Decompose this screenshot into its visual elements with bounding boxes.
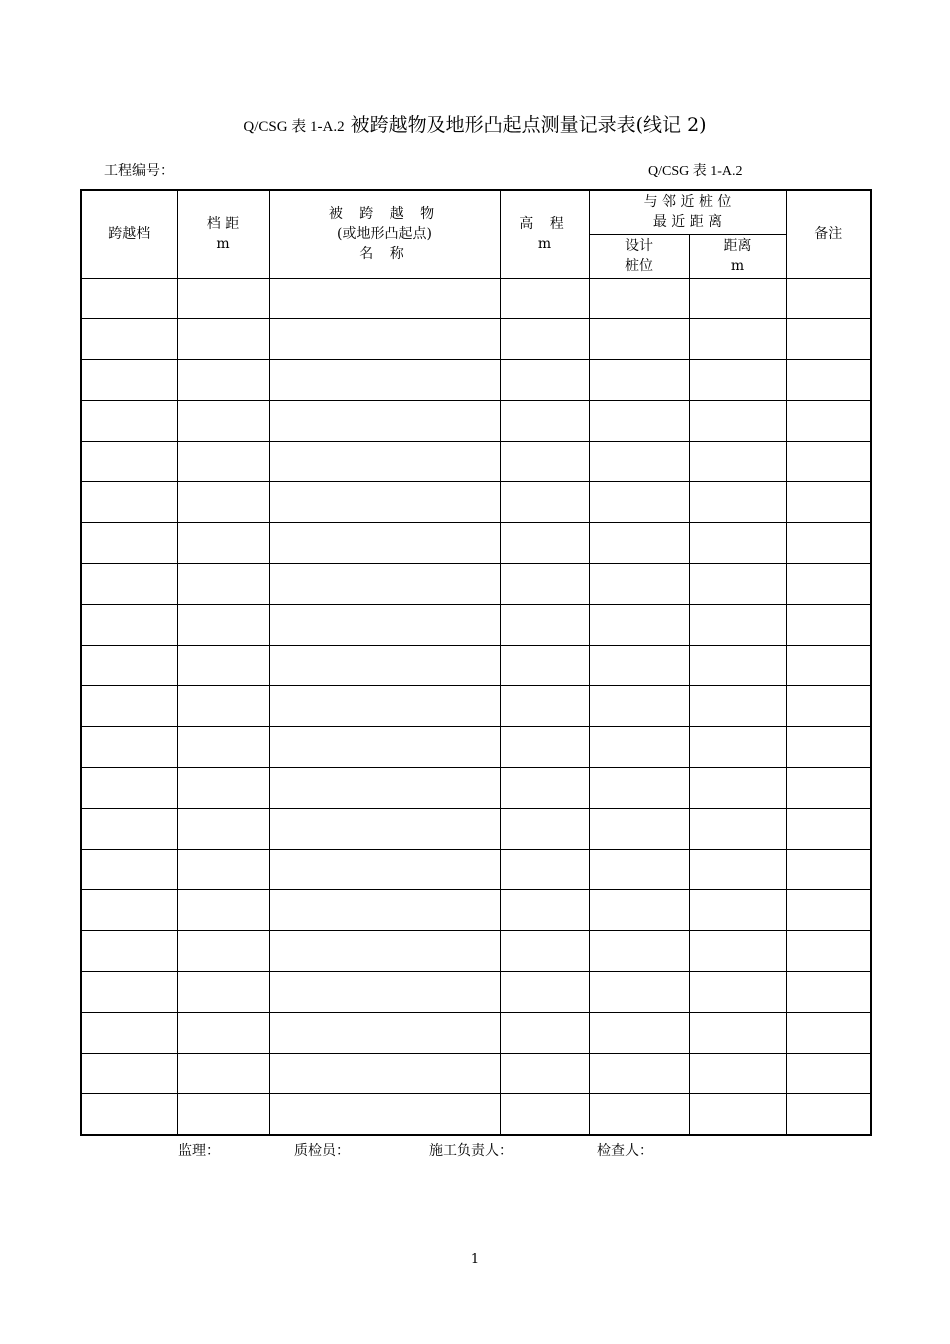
table-row: [81, 482, 871, 523]
table-cell[interactable]: [177, 278, 269, 319]
table-cell[interactable]: [689, 890, 786, 931]
table-row: [81, 319, 871, 360]
table-cell[interactable]: [589, 645, 689, 686]
table-cell[interactable]: [177, 727, 269, 768]
table-row: [81, 686, 871, 727]
table-cell[interactable]: [177, 890, 269, 931]
record-table: [80, 189, 872, 1136]
table-cell[interactable]: [500, 727, 589, 768]
table-row: [81, 931, 871, 972]
table-cell[interactable]: [500, 604, 589, 645]
table-cell[interactable]: [81, 523, 177, 564]
table-cell[interactable]: [269, 931, 500, 972]
table-cell[interactable]: [786, 931, 871, 972]
table-cell[interactable]: [177, 441, 269, 482]
table-cell[interactable]: [589, 400, 689, 441]
table-cell[interactable]: [689, 523, 786, 564]
table-cell[interactable]: [689, 727, 786, 768]
title-name: 被跨越物及地形凸起点测量记录表(线记 2): [350, 114, 707, 136]
table-cell[interactable]: [589, 890, 689, 931]
table-row: [81, 645, 871, 686]
table-row: [81, 360, 871, 401]
table-row: [81, 849, 871, 890]
table-cell[interactable]: [786, 972, 871, 1013]
table-cell[interactable]: [589, 1053, 689, 1094]
table-cell[interactable]: [689, 1012, 786, 1053]
table-cell[interactable]: [177, 564, 269, 605]
table-cell[interactable]: [81, 278, 177, 319]
table-cell[interactable]: [689, 1094, 786, 1135]
table-row: [81, 808, 871, 849]
table-cell[interactable]: [589, 686, 689, 727]
table-cell[interactable]: [786, 360, 871, 401]
table-cell[interactable]: [269, 604, 500, 645]
table-cell[interactable]: [786, 1094, 871, 1135]
table-cell[interactable]: [689, 849, 786, 890]
table-cell[interactable]: [177, 1053, 269, 1094]
table-row: [81, 400, 871, 441]
table-cell[interactable]: [589, 727, 689, 768]
table-row: [81, 727, 871, 768]
table-cell[interactable]: [500, 400, 589, 441]
table-cell[interactable]: [269, 1012, 500, 1053]
table-row: [81, 1053, 871, 1094]
table-cell[interactable]: [269, 727, 500, 768]
table-cell[interactable]: [589, 441, 689, 482]
checker-label: 检查人：: [597, 1143, 653, 1159]
table-cell[interactable]: [786, 278, 871, 319]
document-title: [0, 110, 950, 137]
table-cell[interactable]: [500, 972, 589, 1013]
table-cell[interactable]: [81, 890, 177, 931]
table-cell[interactable]: [177, 1094, 269, 1135]
table-cell[interactable]: [269, 482, 500, 523]
table-cell[interactable]: [177, 931, 269, 972]
table-cell[interactable]: [589, 523, 689, 564]
table-cell[interactable]: [177, 849, 269, 890]
form-code: Q/CSG 表 1-A.2: [648, 164, 743, 179]
table-cell[interactable]: [269, 972, 500, 1013]
table-cell[interactable]: [81, 1012, 177, 1053]
table-cell[interactable]: [589, 319, 689, 360]
table-cell[interactable]: [269, 1053, 500, 1094]
table-cell[interactable]: [177, 808, 269, 849]
table-cell[interactable]: [177, 768, 269, 809]
header-nearest-distance: 与 邻 近 桩 位 最 近 距 离: [589, 190, 786, 234]
table-row: [81, 890, 871, 931]
supervisor-label: 监理：: [178, 1143, 220, 1159]
table-cell[interactable]: [177, 523, 269, 564]
table-cell[interactable]: [500, 360, 589, 401]
construction-lead-label: 施工负责人：: [429, 1143, 513, 1159]
table-cell[interactable]: [81, 768, 177, 809]
table-body: [81, 278, 871, 1135]
table-cell[interactable]: [689, 768, 786, 809]
table-row: [81, 441, 871, 482]
inspector-label: 质检员：: [294, 1143, 350, 1159]
table-cell[interactable]: [81, 564, 177, 605]
table-cell[interactable]: [589, 972, 689, 1013]
header-distance: 档 距 m: [177, 190, 269, 278]
table-cell[interactable]: [177, 482, 269, 523]
table-cell[interactable]: [786, 1053, 871, 1094]
table-cell[interactable]: [786, 482, 871, 523]
table-cell[interactable]: [589, 360, 689, 401]
table-cell[interactable]: [589, 849, 689, 890]
table-cell[interactable]: [269, 1094, 500, 1135]
table-cell[interactable]: [177, 972, 269, 1013]
table-cell[interactable]: [177, 645, 269, 686]
table-cell[interactable]: [589, 604, 689, 645]
table-cell[interactable]: [269, 523, 500, 564]
table-cell[interactable]: [689, 1053, 786, 1094]
table-cell[interactable]: [269, 890, 500, 931]
table-cell[interactable]: [269, 645, 500, 686]
table-cell[interactable]: [269, 849, 500, 890]
table-cell[interactable]: [689, 482, 786, 523]
header-nearest-meters: 距离 m: [689, 234, 786, 278]
table-cell[interactable]: [81, 482, 177, 523]
table-cell[interactable]: [81, 360, 177, 401]
table-cell[interactable]: [589, 931, 689, 972]
table-cell[interactable]: [81, 319, 177, 360]
table-cell[interactable]: [269, 319, 500, 360]
table-cell[interactable]: [500, 768, 589, 809]
table-cell[interactable]: [500, 482, 589, 523]
table-cell[interactable]: [269, 360, 500, 401]
table-cell[interactable]: [177, 686, 269, 727]
table-cell[interactable]: [689, 441, 786, 482]
table-cell[interactable]: [786, 686, 871, 727]
table-cell[interactable]: [177, 319, 269, 360]
table-row: [81, 768, 871, 809]
table-cell[interactable]: [177, 360, 269, 401]
table-cell[interactable]: [500, 523, 589, 564]
table-cell[interactable]: [589, 1094, 689, 1135]
table-cell[interactable]: [689, 931, 786, 972]
table-cell[interactable]: [689, 645, 786, 686]
table-row: [81, 1012, 871, 1053]
table-cell[interactable]: [786, 604, 871, 645]
table-row: [81, 604, 871, 645]
table-cell[interactable]: [589, 278, 689, 319]
table-cell[interactable]: [786, 400, 871, 441]
table-cell[interactable]: [500, 319, 589, 360]
table-cell[interactable]: [81, 604, 177, 645]
table-cell[interactable]: [786, 523, 871, 564]
header-span: 跨越档: [81, 190, 177, 278]
header-crossed-object: 被 跨 越 物 (或地形凸起点) 名 称: [269, 190, 500, 278]
table-cell[interactable]: [786, 1012, 871, 1053]
table-cell[interactable]: [81, 931, 177, 972]
table-cell[interactable]: [81, 686, 177, 727]
header-remarks: 备注: [786, 190, 871, 278]
table-cell[interactable]: [786, 768, 871, 809]
table-cell[interactable]: [500, 1053, 589, 1094]
table-cell[interactable]: [786, 808, 871, 849]
table-cell[interactable]: [689, 360, 786, 401]
table-cell[interactable]: [689, 319, 786, 360]
table-cell[interactable]: [689, 808, 786, 849]
table-cell[interactable]: [500, 808, 589, 849]
table-row: [81, 564, 871, 605]
table-cell[interactable]: [500, 686, 589, 727]
table-cell[interactable]: [81, 1094, 177, 1135]
table-cell[interactable]: [177, 604, 269, 645]
table-cell[interactable]: [81, 400, 177, 441]
table-cell[interactable]: [269, 768, 500, 809]
table-row: [81, 523, 871, 564]
table-cell[interactable]: [500, 645, 589, 686]
table-cell[interactable]: [786, 849, 871, 890]
table-cell[interactable]: [500, 441, 589, 482]
table-cell[interactable]: [81, 645, 177, 686]
table-cell[interactable]: [500, 1012, 589, 1053]
header-elevation: 高 程 m: [500, 190, 589, 278]
table-cell[interactable]: [786, 727, 871, 768]
table-cell[interactable]: [500, 1094, 589, 1135]
table-cell[interactable]: [81, 1053, 177, 1094]
table-cell[interactable]: [689, 686, 786, 727]
table-cell[interactable]: [269, 686, 500, 727]
table-cell[interactable]: [81, 441, 177, 482]
table-cell[interactable]: [500, 564, 589, 605]
table-cell[interactable]: [589, 768, 689, 809]
table-cell[interactable]: [589, 808, 689, 849]
table-cell[interactable]: [689, 972, 786, 1013]
table-cell[interactable]: [786, 564, 871, 605]
project-number-label: 工程编号：: [104, 163, 174, 179]
table-cell[interactable]: [500, 278, 589, 319]
table-row: [81, 972, 871, 1013]
table-cell[interactable]: [81, 972, 177, 1013]
table-cell[interactable]: [500, 849, 589, 890]
table-cell[interactable]: [689, 604, 786, 645]
table-cell[interactable]: [269, 441, 500, 482]
table-cell[interactable]: [589, 564, 689, 605]
table-cell[interactable]: [269, 278, 500, 319]
table-row: [81, 278, 871, 319]
table-cell[interactable]: [786, 645, 871, 686]
page-number: 1: [470, 1252, 480, 1267]
table-cell[interactable]: [500, 890, 589, 931]
table-cell[interactable]: [786, 319, 871, 360]
title-code: Q/CSG 表 1-A.2: [243, 119, 345, 135]
table-cell[interactable]: [177, 1012, 269, 1053]
table-cell[interactable]: [81, 849, 177, 890]
table-cell[interactable]: [589, 482, 689, 523]
table-cell[interactable]: [589, 1012, 689, 1053]
table-cell[interactable]: [81, 727, 177, 768]
table-cell[interactable]: [689, 564, 786, 605]
table-cell[interactable]: [786, 441, 871, 482]
table-cell[interactable]: [786, 890, 871, 931]
header-design-position: 设计 桩位: [589, 234, 689, 278]
table-cell[interactable]: [177, 400, 269, 441]
table-cell[interactable]: [500, 931, 589, 972]
table-cell[interactable]: [269, 400, 500, 441]
table-cell[interactable]: [81, 808, 177, 849]
table-cell[interactable]: [269, 808, 500, 849]
table-row: [81, 1094, 871, 1135]
table-cell[interactable]: [689, 400, 786, 441]
table-cell[interactable]: [689, 278, 786, 319]
table-cell[interactable]: [269, 564, 500, 605]
